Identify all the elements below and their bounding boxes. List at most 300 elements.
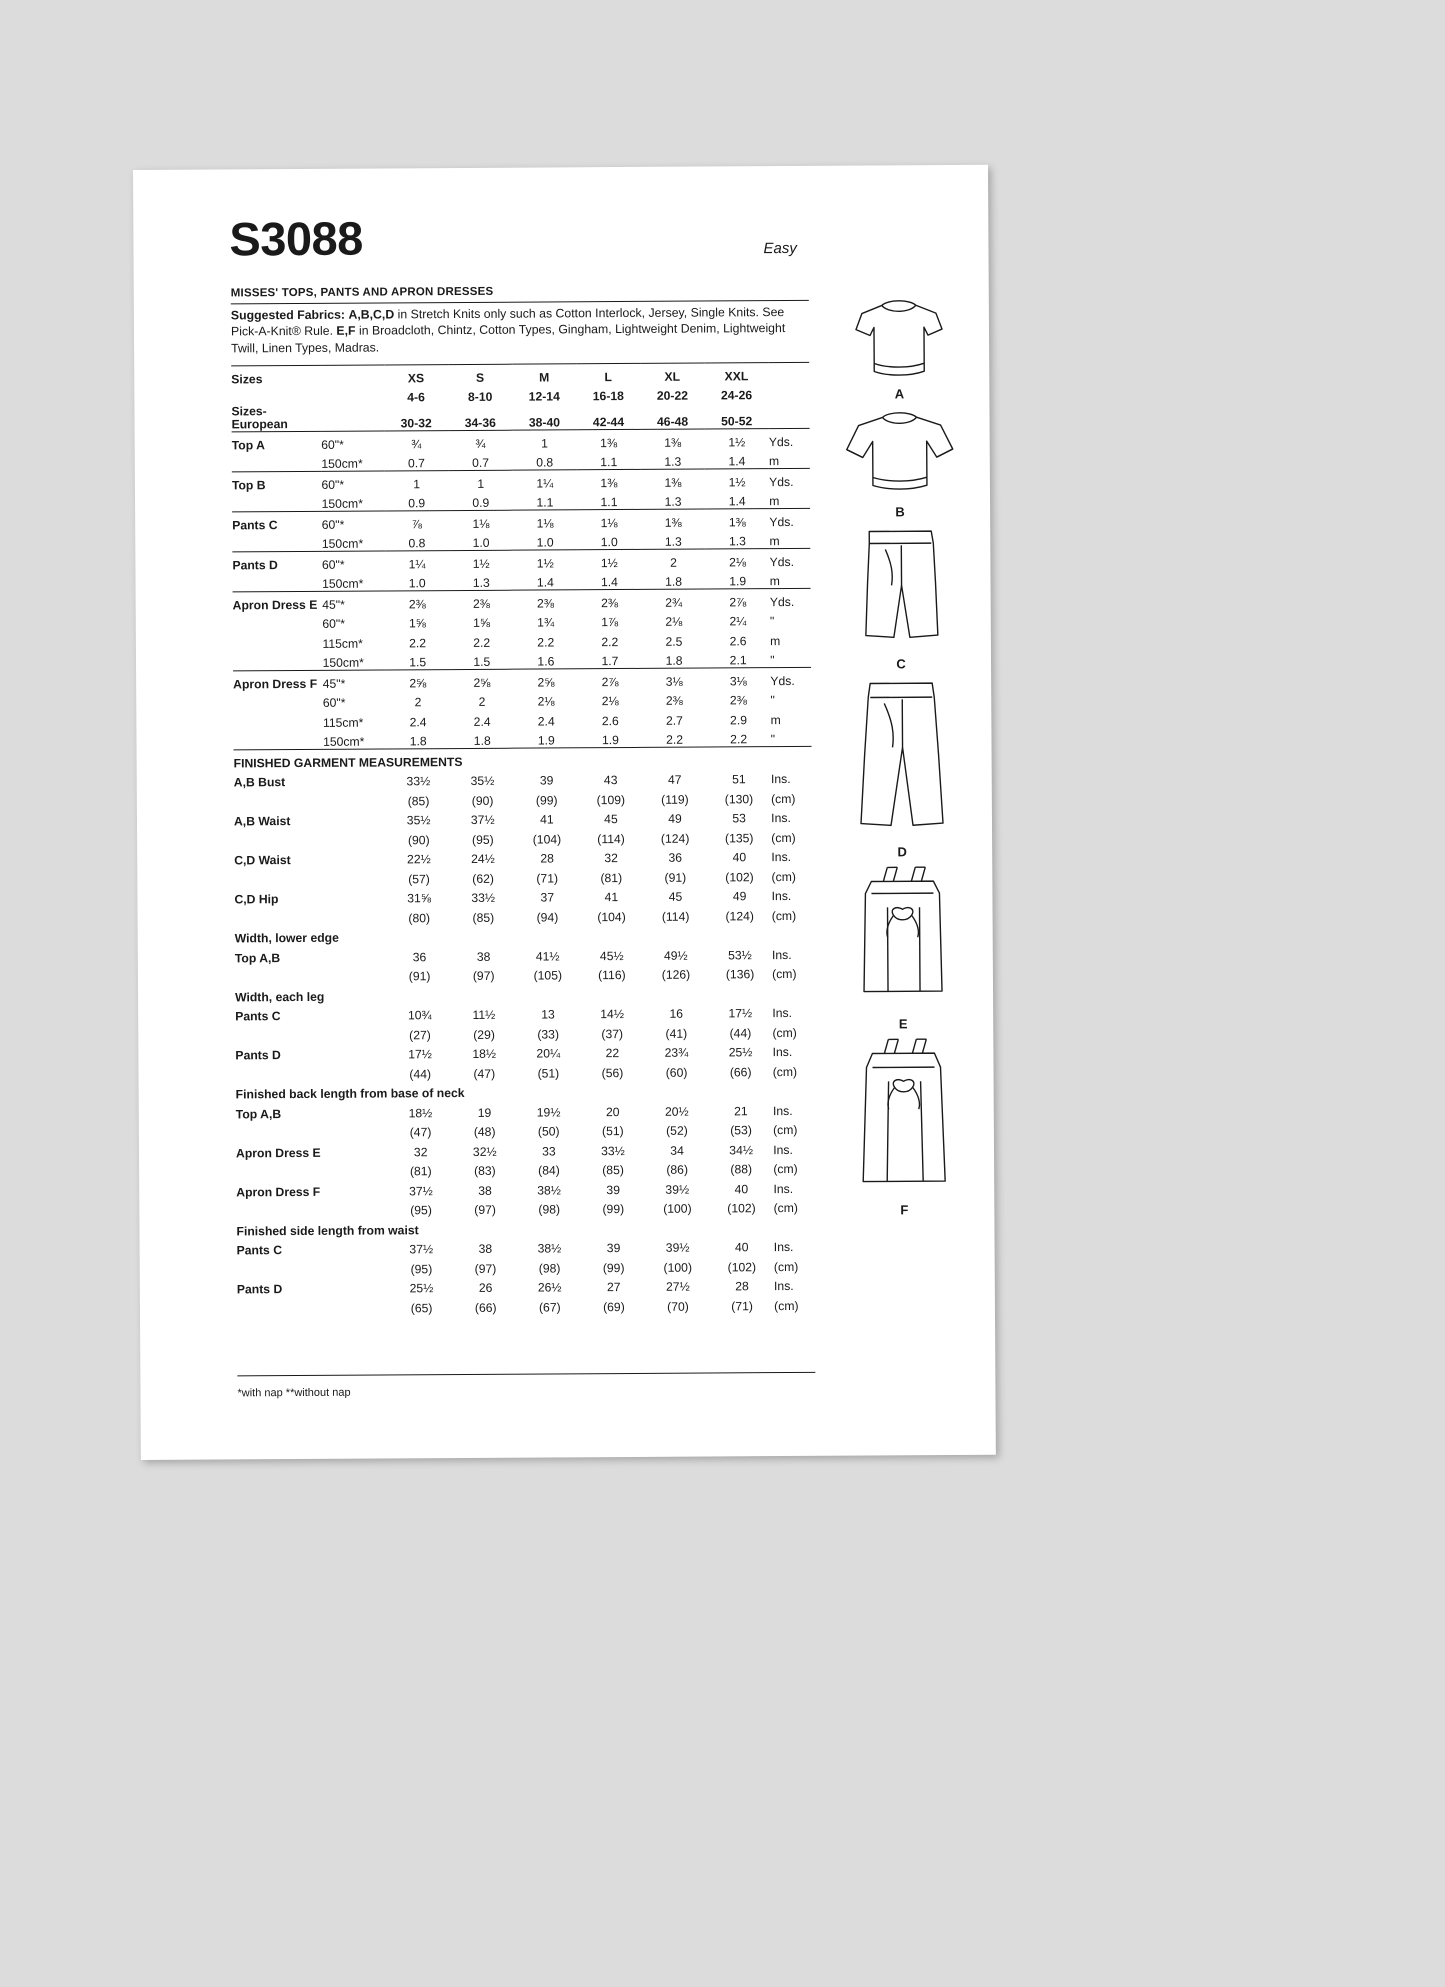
fabric-width: 60"* (322, 616, 346, 631)
measurement-value: (52) (666, 1123, 688, 1138)
size-euro: 34-36 (464, 415, 496, 430)
measurement-value: 27½ (665, 1279, 690, 1294)
measurement-label (234, 789, 324, 809)
measurement-value: (85) (472, 910, 495, 925)
yardage-unit: m (770, 712, 781, 727)
fabric-width: 60"* (321, 471, 384, 491)
measurement-label: Top A,B (234, 950, 281, 965)
measurement-value: (71) (731, 1298, 753, 1313)
fabric-width: 150cm* (321, 456, 363, 471)
measurement-value: 51 (732, 772, 746, 787)
yardage-value: 0.9 (472, 495, 490, 510)
table-cell (324, 847, 387, 867)
illustration-pants-d (826, 675, 977, 860)
measurement-value: 47 (667, 772, 682, 787)
measurement-row (237, 1254, 815, 1277)
measurement-label (234, 867, 324, 887)
table-cell (325, 1139, 388, 1159)
sizes-european-label: Sizes- European (231, 404, 288, 432)
measurement-value: (51) (537, 1065, 560, 1081)
measurement-value: 32½ (472, 1144, 497, 1159)
measurement-section-heading: Width, each leg (235, 989, 325, 1004)
measurement-value: (95) (410, 1261, 433, 1276)
size-letter: XXL (704, 363, 768, 383)
table-cell (325, 1042, 388, 1062)
measurement-value: 38 (478, 1241, 493, 1256)
measurement-value: 39½ (665, 1240, 690, 1255)
yardage-value: 2.9 (729, 712, 748, 727)
yardage-view-label: Apron Dress F (233, 670, 323, 691)
measurement-value: (70) (667, 1299, 689, 1314)
measurement-row (234, 825, 812, 848)
yardage-value: 2⅝ (514, 669, 578, 689)
measurement-row (235, 903, 813, 926)
yardage-value: 2⅞ (578, 668, 642, 688)
size-letter: S (448, 364, 512, 384)
yardage-unit: Yds. (770, 588, 811, 608)
size-euro: 46-48 (656, 414, 689, 429)
measurement-section-heading: Width, lower edge (234, 930, 339, 946)
difficulty-label: Easy (763, 239, 797, 258)
measurement-label (235, 964, 325, 984)
illustration-letter-e: E (898, 1016, 908, 1032)
yardage-value: 1.0 (600, 535, 618, 550)
measurement-value: 20 (605, 1104, 620, 1119)
measurement-value: 49 (732, 889, 747, 904)
measurement-unit: (cm) (770, 791, 796, 806)
yardage-view-label (233, 631, 323, 651)
measurement-value: (104) (597, 909, 626, 924)
yardage-value: 1½ (513, 550, 577, 570)
measurement-value: 40 (732, 850, 747, 865)
size-euro: 30-32 (400, 416, 432, 431)
table-cell (326, 1159, 389, 1179)
yardage-value: 2⅛ (665, 614, 683, 629)
yardage-value: 3⅛ (706, 668, 770, 688)
measurement-value: 34½ (729, 1142, 754, 1157)
measurement-value: (104) (532, 831, 562, 847)
yardage-unit: " (770, 693, 775, 708)
size-us: 12-14 (528, 389, 560, 404)
measurement-value: 32 (413, 1144, 428, 1159)
measurement-label: Apron Dress E (235, 1145, 321, 1160)
measurement-value: 36 (412, 949, 427, 964)
yardage-value: 2⅜ (385, 591, 449, 611)
yardage-value: 2⅝ (386, 670, 450, 690)
fabrics-text-2: in Broadcloth, Chintz, Cotton Types, Gingham, Lightweight Denim, Lightweight Twill, Linen Types, Madras. (231, 321, 786, 356)
measurement-value: (126) (661, 967, 691, 982)
measurement-value: (65) (410, 1300, 433, 1315)
yardage-value: 0.7 (472, 455, 490, 470)
yardage-value: ⅞ (385, 511, 449, 531)
yardage-value: 2⅜ (513, 590, 577, 610)
measurement-unit: (cm) (772, 966, 797, 982)
size-letter: XL (640, 363, 704, 383)
measurement-label: Pants D (236, 1282, 283, 1297)
measurement-value: (51) (601, 1124, 624, 1139)
measurement-value: (47) (473, 1066, 496, 1081)
garment-subtitle: MISSES' TOPS, PANTS AND APRON DRESSES (230, 285, 494, 300)
yardage-value: 1⅜ (641, 509, 705, 529)
yardage-value: 1 (449, 470, 513, 490)
measurement-value: 33½ (601, 1143, 625, 1158)
yardage-value: 1.9 (537, 733, 555, 748)
yardage-value: 2 (414, 695, 422, 710)
measurements-table (231, 362, 815, 1316)
measurement-value: 20½ (664, 1104, 689, 1119)
measurement-section-heading: Finished side length from waist (236, 1222, 419, 1238)
illustration-letter-b: B (895, 504, 905, 520)
measurement-value: 37 (540, 890, 555, 905)
yardage-value: 2 (478, 694, 486, 709)
illustration-letter-c: C (896, 656, 906, 672)
measurement-value: (136) (725, 967, 755, 982)
measurement-value: 35½ (470, 773, 495, 788)
measurement-label (237, 1296, 327, 1316)
table-cell (324, 944, 387, 964)
measurement-value: (85) (407, 793, 430, 808)
measurement-value: 32 (604, 851, 618, 866)
measurement-value: (114) (661, 909, 690, 924)
fabric-width: 60"* (321, 431, 384, 451)
yardage-value: 2.5 (665, 634, 683, 649)
yardage-value: 1.4 (728, 454, 746, 469)
measurement-value: (116) (598, 968, 626, 983)
sizes-us-row (231, 382, 809, 405)
measurement-value: 18½ (408, 1105, 433, 1120)
size-us: 16-18 (592, 389, 624, 404)
measurement-value: 22½ (406, 852, 431, 867)
table-cell (324, 905, 387, 925)
measurement-value: 37½ (409, 1242, 434, 1257)
yardage-unit: m (769, 534, 780, 549)
fabric-width: 150cm* (321, 536, 364, 551)
measurement-label: Pants D (235, 1048, 281, 1063)
yardage-value: 1.0 (408, 576, 426, 591)
yardage-value: 2⅝ (450, 669, 514, 689)
fabrics-views-1: A,B,C,D (348, 307, 395, 322)
measurement-value: (130) (724, 791, 754, 806)
measurement-value: (41) (665, 1026, 688, 1041)
measurement-value: (62) (472, 871, 494, 886)
yardage-view-label (233, 729, 323, 750)
yardage-value: 1⅛ (577, 509, 641, 529)
yardage-value: 1.0 (536, 535, 554, 550)
yardage-value: 1.8 (665, 653, 683, 668)
table-cell (325, 1100, 388, 1120)
measurement-value: (91) (408, 969, 431, 984)
yardage-value: 1.4 (600, 575, 618, 590)
yardage-value: 1⅜ (705, 509, 769, 529)
measurement-value: 19 (477, 1105, 492, 1120)
size-letter: XS (384, 365, 448, 385)
measurement-unit: Ins. (771, 947, 792, 962)
measurement-value: (124) (660, 831, 690, 846)
measurement-value: 10¾ (407, 1008, 432, 1023)
measurement-unit: Ins. (770, 771, 791, 787)
yardage-value: 1⅝ (473, 615, 491, 630)
measurement-value: 16 (669, 1006, 684, 1021)
yardage-value: 0.7 (407, 456, 425, 471)
measurement-value: 31⅝ (407, 891, 432, 906)
measurement-unit: (cm) (772, 1025, 797, 1040)
measurement-value: (90) (471, 793, 494, 808)
measurement-value: 40 (734, 1181, 749, 1196)
measurement-value: (97) (472, 968, 495, 983)
measurement-label: Pants C (236, 1243, 283, 1258)
measurement-value: (95) (410, 1203, 432, 1218)
yardage-value: 1.8 (665, 574, 683, 589)
yardage-value: 1.5 (473, 654, 491, 669)
sizes-euro-row (231, 402, 809, 432)
table-cell (325, 1061, 388, 1081)
measurement-unit: Ins. (773, 1278, 794, 1294)
yardage-value: 2.2 (666, 732, 684, 747)
illustration-letter-f: F (900, 1202, 909, 1218)
yardage-value: 2.7 (665, 713, 683, 728)
measurement-unit: (cm) (774, 1298, 799, 1313)
measurement-value: (100) (663, 1201, 692, 1216)
measurement-value: (57) (408, 871, 430, 886)
measurement-value: (88) (730, 1162, 753, 1177)
measurement-value: (84) (538, 1163, 560, 1178)
measurement-value: 13 (541, 1007, 555, 1022)
yardage-value: 1 (384, 471, 448, 491)
measurement-unit: Ins. (771, 849, 792, 865)
yardage-value: ¾ (448, 430, 512, 450)
measurement-value: (114) (597, 831, 625, 846)
measurement-value: (90) (407, 832, 430, 847)
measurement-value: 37½ (408, 1183, 433, 1198)
yardage-value: 2.2 (409, 635, 427, 650)
envelope-content (133, 165, 996, 1460)
measurement-label (237, 1257, 327, 1277)
pattern-envelope-back (133, 165, 996, 1460)
yardage-value: 1⅛ (449, 510, 513, 530)
yardage-unit: Yds. (770, 667, 811, 687)
yardage-unit: Yds. (770, 548, 811, 568)
measurement-value: (124) (725, 908, 754, 923)
yardage-value: 2.6 (729, 633, 747, 648)
table-cell (326, 1237, 389, 1257)
yardage-view-label: Pants C (232, 511, 322, 532)
measurement-value: 17½ (408, 1047, 432, 1062)
yardage-value: 2⅜ (665, 693, 683, 708)
fabric-width: 60"* (322, 511, 385, 531)
measurement-value: (97) (474, 1261, 497, 1276)
measurement-value: (98) (538, 1202, 561, 1217)
yardage-value: 1.1 (536, 495, 554, 510)
measurement-value: 18½ (472, 1046, 497, 1061)
measurement-label (236, 1198, 326, 1218)
yardage-value: 2⅛ (705, 549, 769, 569)
measurement-value: (86) (666, 1162, 689, 1177)
measurement-value: 39½ (665, 1182, 690, 1197)
table-cell (231, 385, 321, 405)
measurement-value: 20¼ (536, 1046, 561, 1061)
yardage-value: 1.9 (601, 733, 619, 748)
yardage-value: 1.3 (728, 534, 746, 549)
table-cell (324, 886, 387, 906)
yardage-value: 1½ (705, 429, 769, 449)
measurement-label (235, 1062, 325, 1082)
nap-footnote: *with nap **without nap (237, 1386, 351, 1400)
yardage-view-label (232, 491, 322, 512)
measurement-value: (105) (533, 968, 563, 983)
measurement-value: 40 (734, 1240, 749, 1255)
size-letter: L (576, 363, 640, 383)
yardage-value: 1¼ (513, 470, 577, 490)
measurement-value: 25½ (409, 1281, 434, 1296)
table-cell (323, 808, 386, 828)
illustration-letter-a: A (894, 386, 905, 402)
yardage-value: 1 (512, 430, 576, 450)
measurement-value: (85) (602, 1163, 624, 1178)
yardage-value: 1.4 (728, 494, 746, 509)
yardage-value: 2.1 (729, 653, 747, 668)
yardage-value: 2.4 (537, 713, 555, 729)
fabric-width: 60"* (322, 695, 346, 710)
measurement-value: 25½ (728, 1045, 753, 1060)
measurement-value: (60) (665, 1065, 688, 1080)
yardage-value: 2.6 (601, 713, 619, 728)
yardage-unit: m (769, 574, 780, 589)
measurement-unit: Ins. (771, 810, 791, 826)
yardage-value: 1⅛ (513, 510, 577, 530)
yardage-unit: Yds. (769, 428, 810, 448)
fabrics-views-2: E,F (336, 324, 356, 339)
yardage-unit: " (770, 653, 775, 668)
measurement-value: (81) (409, 1164, 432, 1179)
yardage-value: 1.9 (729, 574, 747, 589)
size-us: 8-10 (467, 389, 493, 404)
yardage-value: 1.3 (664, 494, 682, 509)
yardage-value: 1.3 (664, 534, 682, 549)
measurement-unit: (cm) (771, 830, 796, 845)
illustration-top-a (824, 293, 975, 402)
size-us: 4-6 (407, 390, 425, 405)
table-cell (325, 1120, 388, 1140)
measurement-unit: Ins. (773, 1239, 794, 1255)
measurement-label: A,B Waist (233, 814, 291, 829)
measurement-unit: Ins. (772, 1005, 793, 1021)
measurement-row (237, 1293, 815, 1316)
measurement-value: (97) (474, 1202, 497, 1217)
measurement-unit: Ins. (771, 888, 792, 904)
yardage-value: 2.4 (409, 714, 427, 729)
measurement-row (236, 1195, 814, 1218)
measurement-value: (99) (602, 1202, 625, 1217)
yardage-value: 1⅜ (577, 429, 641, 449)
measurement-value: 17½ (728, 1006, 753, 1021)
measurement-value: 26½ (537, 1280, 562, 1295)
measurement-label: A,B Bust (233, 775, 286, 790)
measurement-value: 49 (668, 811, 682, 826)
measurement-label: Top A,B (235, 1106, 282, 1121)
measurement-unit: (cm) (773, 1200, 798, 1216)
measurement-unit: (cm) (773, 1122, 798, 1138)
measurement-value: (44) (729, 1025, 752, 1040)
measurement-value: (135) (724, 830, 754, 845)
yardage-value: 1½ (449, 550, 513, 570)
table-cell (323, 788, 386, 808)
measurement-value: (47) (409, 1125, 432, 1140)
yardage-value: 1¾ (537, 615, 555, 630)
yardage-view-label: Pants D (232, 551, 322, 572)
yardage-value: 1½ (705, 469, 769, 489)
measurement-value: (83) (473, 1163, 496, 1178)
measurement-value: (67) (538, 1299, 561, 1315)
measurement-value: (99) (535, 792, 558, 808)
yardage-unit: m (768, 454, 780, 469)
fabric-width: 115cm* (322, 715, 364, 730)
measurement-label: C,D Waist (234, 853, 291, 868)
measurement-value: 23¾ (664, 1045, 689, 1060)
measurement-label (235, 906, 325, 926)
measurement-value: 37½ (470, 812, 495, 827)
page-title: S3088 (229, 211, 363, 266)
yardage-view-label (233, 710, 323, 730)
yardage-value: 1.8 (409, 734, 427, 749)
fabric-width: 150cm* (323, 734, 365, 749)
measurement-unit: (cm) (771, 908, 797, 923)
yardage-unit: Yds. (769, 508, 810, 528)
measurement-value: (71) (536, 870, 559, 886)
sizes-label: Sizes (231, 365, 321, 386)
measurement-value: 24½ (471, 851, 495, 866)
measurement-value: 28 (735, 1279, 749, 1294)
measurement-value: (66) (474, 1300, 497, 1315)
table-cell (321, 385, 384, 405)
measurement-value: 19½ (536, 1104, 561, 1120)
table-cell (324, 866, 387, 886)
yardage-value: 2⅞ (706, 589, 770, 609)
yardage-value: 1.6 (537, 654, 555, 669)
measurement-value: (80) (408, 910, 431, 925)
measurement-value: 49½ (663, 948, 688, 963)
divider-bottom (237, 1372, 815, 1377)
suggested-fabrics (231, 304, 806, 357)
yardage-view-label (232, 571, 322, 592)
fabric-width: 45"* (323, 670, 386, 690)
measurement-row (234, 786, 812, 809)
measurement-row (234, 864, 812, 887)
measurement-label (236, 1159, 326, 1179)
measurement-value: 43 (603, 773, 618, 788)
yardage-unit: Yds. (769, 468, 810, 488)
yardage-view-label (232, 531, 322, 552)
measurement-value: 27 (606, 1280, 621, 1295)
measurement-value: (69) (603, 1299, 625, 1314)
yardage-value: 1.7 (601, 654, 619, 669)
table-cell (321, 404, 384, 431)
illustration-pants-c (825, 523, 976, 672)
measurement-unit: Ins. (773, 1142, 793, 1157)
yardage-view-label: Top B (232, 471, 322, 492)
measurement-value: (109) (596, 792, 626, 807)
illustration-top-b (824, 405, 975, 520)
measurement-value: 22 (605, 1046, 620, 1061)
yardage-value: 1.1 (600, 495, 618, 510)
yardage-value: 2⅛ (601, 694, 619, 709)
measurement-value: 28 (540, 851, 554, 866)
yardage-value: 2.2 (730, 732, 748, 747)
yardage-unit: m (769, 494, 780, 509)
measurement-value: (100) (663, 1260, 693, 1275)
measurement-value: (33) (537, 1026, 560, 1042)
yardage-value: 2⅛ (537, 694, 555, 709)
fabrics-text-1: in Stretch Knits only such as Cotton Interlock, Jersey, Single Knits. See Pick-A-Knit® Rule. (230, 305, 785, 339)
